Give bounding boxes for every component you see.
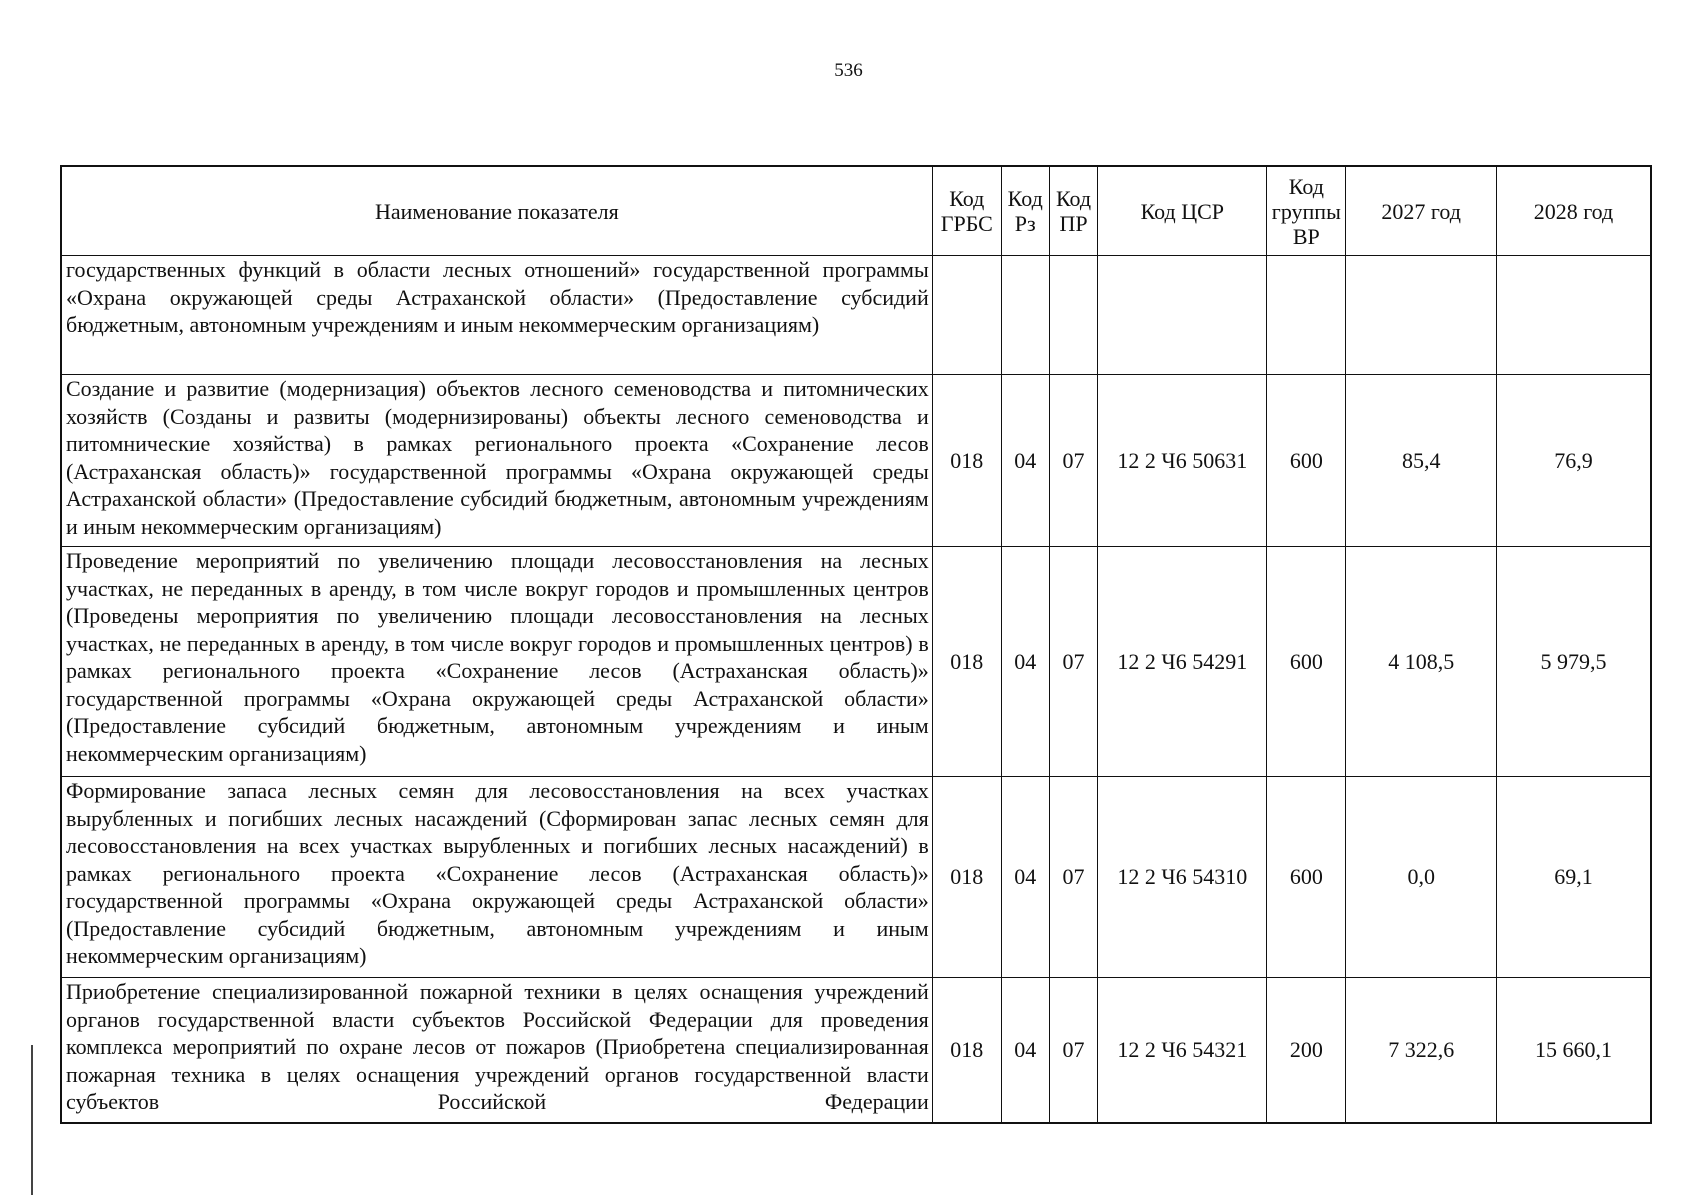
row-rz: 04 (1001, 375, 1049, 547)
row-pr: 07 (1049, 978, 1098, 1123)
table-row (61, 547, 1651, 777)
row-grbs: 018 (932, 777, 1001, 978)
table-row (61, 777, 1651, 978)
row-grbs: 018 (932, 978, 1001, 1123)
row-2028: 76,9 (1496, 375, 1651, 547)
header-grbs: Код ГРБС (932, 166, 1001, 256)
row-2027: 0,0 (1346, 777, 1496, 978)
row-name: Формирование запаса лесных семян для лесовосстановления на всех участках вырубленных и погибших лесных насаждений (Сформирован запас лесных семян для лесовосстановления на всех участках вырубленных и погибших лесных насаждений) в рамках регионального проекта «Сохранение лесов (Астраханская область)» государственной программы «Охрана окружающей среды Астраханской области» (Предоставление субсидий бюджетным, автономным учреждениям и иным некоммерческим организациям) (61, 777, 932, 978)
row-grbs (932, 256, 1001, 375)
row-vr: 600 (1267, 777, 1346, 978)
row-rz: 04 (1001, 978, 1049, 1123)
row-vr: 600 (1267, 547, 1346, 777)
row-pr (1049, 256, 1098, 375)
table-row (61, 375, 1651, 547)
row-vr (1267, 256, 1346, 375)
row-2028: 69,1 (1496, 777, 1651, 978)
row-name: Приобретение специализированной пожарной техники в целях оснащения учреждений органов государственной власти субъектов Российской Федерации для проведения комплекса мероприятий по охране лесов от пожаров (Приобретена специализированная пожарная техника в целях оснащения учреждений органов государственной власти субъектов Российской Федерации (61, 978, 932, 1123)
row-pr: 07 (1049, 375, 1098, 547)
row-vr: 200 (1267, 978, 1346, 1123)
row-csr (1098, 256, 1267, 375)
row-rz: 04 (1001, 547, 1049, 777)
header-pr: Код ПР (1049, 166, 1098, 256)
header-2027: 2027 год (1346, 166, 1496, 256)
row-2027 (1346, 256, 1496, 375)
row-grbs: 018 (932, 375, 1001, 547)
row-pr: 07 (1049, 547, 1098, 777)
budget-table (60, 165, 1652, 1124)
row-rz: 04 (1001, 777, 1049, 978)
row-2027: 4 108,5 (1346, 547, 1496, 777)
row-csr: 12 2 Ч6 54310 (1098, 777, 1267, 978)
row-name: государственных функций в области лесных отношений» государственной программы «Охрана окружающей среды Астраханской области» (Предоставление субсидий бюджетным, автономным учреждениям и иным некоммерческим организациям) (61, 256, 932, 375)
header-vr: Код группы ВР (1267, 166, 1346, 256)
header-csr: Код ЦСР (1098, 166, 1267, 256)
table-body (61, 256, 1651, 1123)
row-grbs: 018 (932, 547, 1001, 777)
row-2028: 5 979,5 (1496, 547, 1651, 777)
row-2027: 7 322,6 (1346, 978, 1496, 1123)
row-2027: 85,4 (1346, 375, 1496, 547)
row-pr: 07 (1049, 777, 1098, 978)
row-csr: 12 2 Ч6 54321 (1098, 978, 1267, 1123)
row-2028: 15 660,1 (1496, 978, 1651, 1123)
row-csr: 12 2 Ч6 50631 (1098, 375, 1267, 547)
row-name: Проведение мероприятий по увеличению площади лесовосстановления на лесных участках, не переданных в аренду, в том числе вокруг городов и промышленных центров (Проведены мероприятия по увеличению площади лесовосстановления на лесных участках, не переданных в аренду, в том числе вокруг городов и промышленных центров) в рамках регионального проекта «Сохранение лесов (Астраханская область)» государственной программы «Охрана окружающей среды Астраханской области» (Предоставление субсидий бюджетным, автономным учреждениям и иным некоммерческим организациям) (61, 547, 932, 777)
header-rz: Код Рз (1001, 166, 1049, 256)
table-row (61, 256, 1651, 375)
table-header (61, 166, 1651, 256)
page-number: 536 (834, 60, 863, 81)
row-name: Создание и развитие (модернизация) объектов лесного семеноводства и питомнических хозяйств (Созданы и развиты (модернизированы) объекты лесного семеноводства и питомнические хозяйства) в рамках регионального проекта «Сохранение лесов (Астраханская область)» государственной программы «Охрана окружающей среды Астраханской области» (Предоставление субсидий бюджетным, автономным учреждениям и иным некоммерческим организациям) (61, 375, 932, 547)
scan-margin-line (31, 1045, 33, 1195)
row-2028 (1496, 256, 1651, 375)
header-name: Наименование показателя (61, 166, 932, 256)
row-csr: 12 2 Ч6 54291 (1098, 547, 1267, 777)
row-rz (1001, 256, 1049, 375)
header-row (61, 166, 1651, 256)
header-2028: 2028 год (1496, 166, 1651, 256)
table-row (61, 978, 1651, 1123)
row-vr: 600 (1267, 375, 1346, 547)
